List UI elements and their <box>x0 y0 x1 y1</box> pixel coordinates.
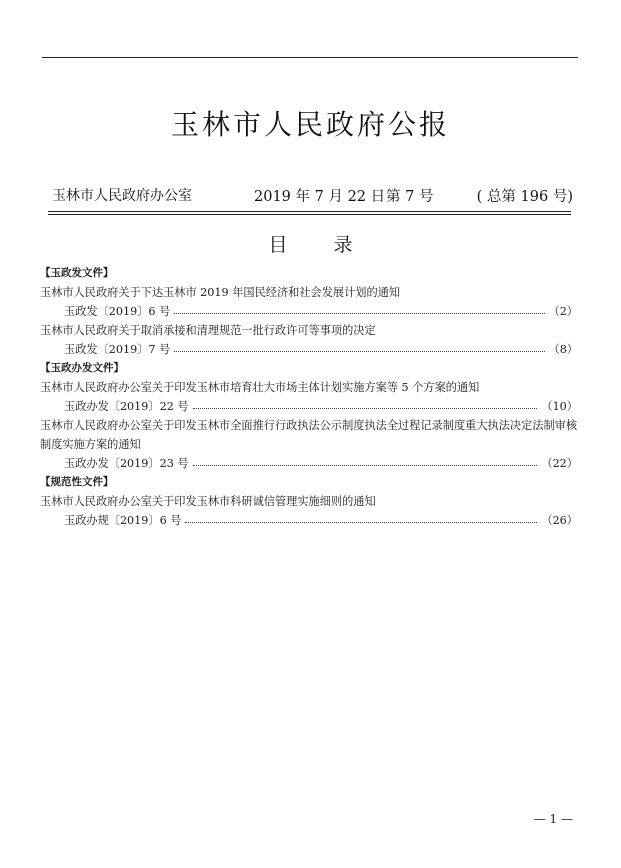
gazette-title: 玉林市人民政府公报 <box>170 108 450 141</box>
issuer: 玉林市人民政府办公室 <box>52 188 192 204</box>
toc-entry-page: （2） <box>548 305 578 318</box>
toc-entry-ref-line <box>40 397 578 416</box>
dot-leader <box>174 351 544 352</box>
toc-entry[interactable] <box>40 321 578 359</box>
toc-entry[interactable] <box>40 492 578 530</box>
toc-entry-doc-number: 玉政发〔2019〕6 号 <box>64 305 171 318</box>
toc-entry-ref-line <box>40 511 578 530</box>
page-number: — 1 — <box>533 812 573 826</box>
total-issue-number: ( 总第 196 号) <box>476 189 573 205</box>
toc-entry-ref-line <box>40 340 578 359</box>
toc-section-heading: 【规范性文件】 <box>40 476 114 488</box>
toc-entry-doc-number: 玉政办发〔2019〕22 号 <box>64 400 189 413</box>
dot-leader <box>193 465 538 466</box>
dot-leader <box>193 408 538 409</box>
toc-section-heading: 【玉政办发文件】 <box>40 362 124 374</box>
top-rule <box>42 57 578 58</box>
toc-heading: 目 录 <box>268 234 373 256</box>
toc-entry[interactable] <box>40 283 578 321</box>
toc-entry-ref-line <box>40 454 578 473</box>
issue-number: 第 7 号 <box>386 189 434 205</box>
toc-entry-doc-number: 玉政发〔2019〕7 号 <box>64 343 171 356</box>
toc-entry-title: 玉林市人民政府办公室关于印发玉林市全面推行行政执法公示制度执法全过程记录制度重大执法决定法制审核制度实施方案的通知 <box>40 419 578 451</box>
toc-entry-page: （8） <box>548 343 578 356</box>
toc-entry[interactable] <box>40 378 578 416</box>
toc-entry-title: 玉林市人民政府关于取消承接和清理规范一批行政许可等事项的决定 <box>40 324 376 337</box>
header-rule-thin <box>48 211 571 212</box>
toc-entry-page: （26） <box>541 514 578 527</box>
toc-entry-page: （22） <box>541 457 578 470</box>
dot-leader <box>174 313 544 314</box>
toc-entry-title: 玉林市人民政府办公室关于印发玉林市科研诚信管理实施细则的通知 <box>40 495 376 508</box>
toc-entry-doc-number: 玉政办规〔2019〕6 号 <box>64 514 182 527</box>
toc-entry-title: 玉林市人民政府关于下达玉林市 2019 年国民经济和社会发展计划的通知 <box>40 286 401 299</box>
issue-date: 2019 年 7 月 22 日 <box>254 189 386 205</box>
toc-entry[interactable] <box>40 416 578 473</box>
toc-section-heading: 【玉政发文件】 <box>40 267 114 279</box>
table-of-contents <box>40 264 578 530</box>
toc-entry-page: （10） <box>541 400 578 413</box>
toc-entry-ref-line <box>40 302 578 321</box>
header-rule-thick <box>48 214 571 215</box>
dot-leader <box>185 522 537 523</box>
issue-info-line <box>52 185 573 205</box>
toc-entry-title: 玉林市人民政府办公室关于印发玉林市培育壮大市场主体计划实施方案等 5 个方案的通知 <box>40 381 480 394</box>
toc-entry-doc-number: 玉政办发〔2019〕23 号 <box>64 457 189 470</box>
